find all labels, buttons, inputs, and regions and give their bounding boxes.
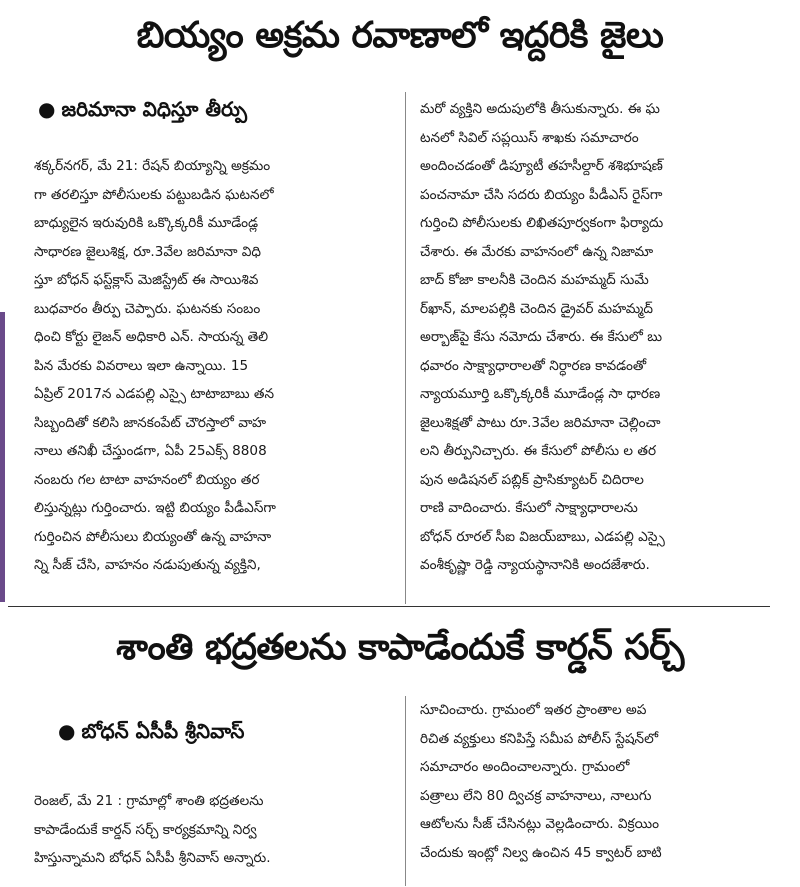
body-line: లిస్తున్నట్లు గుర్తించారు. ఇట్టి బియ్యం పీడీఎస్‌గా <box>34 500 276 516</box>
body-line: సమాచారం అందించాలన్నారు. గ్రామంలో <box>420 759 630 775</box>
body-line: జైలుశిక్షతో పాటు రూ.3వేల జరిమానా చెల్లించా <box>420 414 661 431</box>
article-cordon-search <box>0 612 800 884</box>
column-divider <box>405 696 406 886</box>
body-line: పిన మేరకు వివరాలు ఇలా ఉన్నాయి. 15 <box>34 357 249 374</box>
body-line: సూచించారు. గ్రామంలో ఇతర ప్రాంతాల అప <box>420 702 647 718</box>
body-line: అర్బాజ్‌పై కేసు నమోదు చేశారు. ఈ కేసులో బు <box>420 329 663 345</box>
body-line: సిబ్బందితో కలిసి జానకంపేట్ చౌరస్తాలో వాహ <box>34 414 267 431</box>
body-line: పున అడిషనల్ పబ్లిక్ ప్రాసిక్యూటర్ చిదిరాల <box>420 471 644 488</box>
column-divider <box>405 92 406 604</box>
body-line: గుర్తించి పోలీసులకు లిఖితపూర్వకంగా ఫిర్యాదు <box>420 215 664 231</box>
body-line: బాధ్యులైన ఇరువురికి ఒక్కొక్కరికీ మూడేండ్ల <box>34 215 259 231</box>
body-line: న్యాయమూర్తి ఒక్కొక్కరికీ మూడేండ్ల సా ధారణ <box>420 386 661 402</box>
body-line: నంబరు గల టాటా వాహనంలో బియ్యం తర <box>34 471 260 488</box>
body-line: ఆటోలను సీజ్ చేసినట్లు వెల్లడించారు. విక్రయిం <box>420 816 660 832</box>
body-line: గా తరలిస్తూ పోలీసులకు పట్టుబడిన ఘటనలో <box>34 186 274 203</box>
body-line: మరో వ్యక్తిని అదుపులోకి తీసుకున్నారు. ఈ ఘ <box>420 101 660 117</box>
body-line: బాద్ కోజా కాలనీకి చెందిన మహమ్మద్ సుమే <box>420 272 649 288</box>
body-line: శక్కర్‌నగర్, మే 21: రేషన్ బియ్యాన్ని అక్రమం <box>34 158 271 174</box>
body-line: న్ని సీజ్ చేసి, వాహనం నడుపుతున్న వ్యక్తిని, <box>34 557 261 573</box>
body-line: ధవారం సాక్ష్యాధారాలతో నిర్ధారణ కావడంతో <box>420 357 647 374</box>
story-separator <box>8 606 770 607</box>
body-line: ధించి కోర్టు లైజన్ అధికారి ఎన్. సాయన్న తెలి <box>34 329 269 345</box>
article-subhead <box>58 717 244 745</box>
bullet-icon: ● <box>58 719 76 743</box>
body-line: చేశారు. ఈ మేరకు వాహనంలో ఉన్న నిజామా <box>420 243 654 260</box>
body-line: సాధారణ జైలుశిక్ష, రూ.3వేల జరిమానా విధి <box>34 243 262 260</box>
body-line: నాలు తనిఖీ చేస్తుండగా, ఏపీ 25ఎక్స్ 8808 <box>34 443 267 459</box>
article-headline: బియ్యం అక్రమ రవాణాలో ఇద్దరికి జైలు <box>136 15 664 56</box>
body-line: గుర్తించిన పోలీసులు బియ్యంతో ఉన్న వాహనా <box>34 528 272 545</box>
article-body-left-column <box>34 152 394 602</box>
body-line: స్తూ బోధన్ ఫస్ట్‌క్లాస్ మెజిస్ట్రేట్ ఈ సాయిశివ <box>34 272 259 288</box>
body-line: పంచనామా చేసి సదరు బియ్యం పీడీఎస్ రైస్‌గా <box>420 186 663 203</box>
body-line: ర్‌ఖాన్, మాలపల్లికి చెందిన డ్రైవర్ మహమ్మద్ <box>420 300 653 317</box>
article-subhead <box>38 95 247 123</box>
subhead-text: జరిమానా విధిస్తూ తీర్పు <box>61 97 247 121</box>
body-line: కాపాడేందుకే కార్డన్ సర్చ్ కార్యక్రమాన్ని నిర్వ <box>34 821 257 838</box>
body-line: బుధవారం తీర్పు చెప్పారు. ఘటనకు సంబం <box>34 300 261 317</box>
body-line: ఏప్రిల్ 2017న ఎడపల్లి ఎస్సై టాటాబాబు తన <box>34 386 275 402</box>
body-line: బోధన్ రూరల్ సీఐ విజయ్‌బాబు, ఎడపల్లి ఎస్సై <box>420 528 665 545</box>
article-headline: శాంతి భద్రతలను కాపాడేందుకే కార్డన్ సర్చ్ <box>116 627 684 668</box>
body-line: రిచిత వ్యక్తులు కనిపిస్తే సమీప పోలీస్ స్టేషన్‌లో <box>420 730 659 747</box>
article-body-right-column <box>420 95 760 605</box>
body-line: హిస్తున్నామని బోధన్ ఏసీపీ శ్రీనివాస్ అన్నారు. <box>34 850 271 866</box>
body-line: రెంజల్, మే 21 : గ్రామాల్లో శాంతి భద్రతలను <box>34 793 264 809</box>
body-line: అందించడంతో డిప్యూటీ తహసీల్దార్ శశిభూషణ్ <box>420 158 663 174</box>
body-line: పత్రాలు లేని 80 ద్విచక్ర వాహనాలు, నాలుగు <box>420 787 652 804</box>
body-line: రాణి వాదించారు. కేసులో సాక్ష్యాధారాలను <box>420 500 638 516</box>
article-body-right-column <box>420 696 760 886</box>
article-body-left-column <box>34 787 394 887</box>
body-line: చేందుకు ఇంట్లో నిల్వ ఉంచిన 45 క్వాటర్ బాటి <box>420 844 662 861</box>
body-line: లని తీర్పునిచ్చారు. ఈ కేసులో పోలీసు ల తర <box>420 443 657 459</box>
subhead-text: బోధన్ ఏసీపీ శ్రీనివాస్ <box>81 719 245 743</box>
bullet-icon: ● <box>38 97 56 121</box>
body-line: వంశీకృష్ణా రెడ్డి న్యాయస్థానానికి అందజేశారు. <box>420 557 650 573</box>
body-line: టనలో సివిల్ సప్లయిస్ శాఖకు సమాచారం <box>420 129 639 146</box>
